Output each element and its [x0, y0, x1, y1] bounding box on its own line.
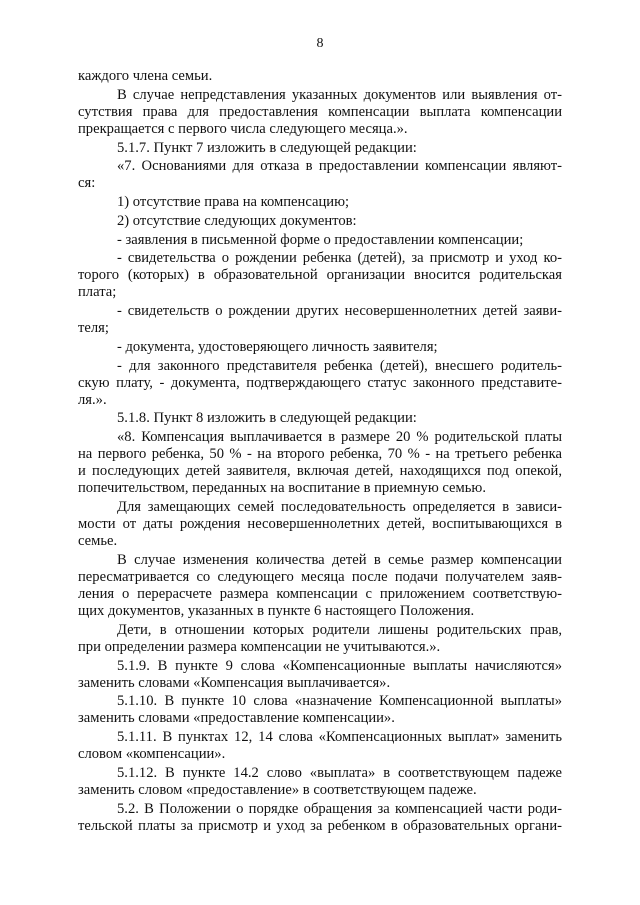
text-line: каждого члена семьи.: [78, 68, 213, 84]
text-line: плата;: [78, 284, 117, 301]
text-line: ля.».: [78, 391, 107, 408]
text-line: заменить словами «Компенсация выплачивается».: [78, 674, 391, 691]
text-line: скую плату, - документа, подтверждающего статус законного представите-: [78, 374, 562, 391]
text-line: Для замещающих семей последовательность определяется в зависи-: [117, 499, 562, 516]
text-line: - свидетельства о рождении ребенка (детей), за присмотр и уход ко-: [117, 250, 562, 267]
text-line: 5.1.9. В пункте 9 слова «Компенсационные выплаты начисляются»: [117, 657, 562, 674]
text-line: ся:: [78, 175, 96, 192]
text-line: 2) отсутствие следующих документов:: [117, 212, 357, 229]
text-line: «7. Основаниями для отказа в предоставлении компенсации являют-: [117, 158, 562, 175]
text-line: и последующих детей заявителя, включая детей, находящихся под опекой,: [78, 463, 562, 480]
text-line: 5.1.8. Пункт 8 изложить в следующей редакции:: [117, 410, 417, 427]
text-line: теля;: [78, 320, 109, 337]
text-line: заменить словом «предоставление» в соответствующем падеже.: [78, 781, 477, 798]
text-line: на первого ребенка, 50 % - на второго ребенка, 70 % - на третьего ребенка: [78, 446, 562, 463]
text-line: - заявления в письменной форме о предоставлении компенсации;: [117, 231, 524, 248]
text-line: попечительством, переданных на воспитание в приемную семью.: [78, 480, 486, 497]
text-line: - для законного представителя ребенка (детей), внесшего родитель-: [117, 357, 562, 374]
text-line: сутствия права для предоставления компенсации выплата компенсации: [78, 103, 562, 120]
text-line: - документа, удостоверяющего личность заявителя;: [117, 338, 438, 355]
text-line: 1) отсутствие права на компенсацию;: [117, 194, 350, 211]
text-line: заменить словами «предоставление компенсации».: [78, 710, 395, 727]
text-line: ления о перерасчете размера компенсации с приложением соответствую-: [78, 585, 562, 602]
text-line: Дети, в отношении которых родители лишены родительских прав,: [117, 621, 562, 638]
text-line: 5.1.10. В пункте 10 слова «назначение Компенсационной выплаты»: [117, 693, 562, 710]
text-line: семье.: [78, 533, 118, 550]
text-line: пересматривается со следующего месяца после подачи получателем заяв-: [78, 568, 562, 585]
text-line: тельской платы за присмотр и уход за ребенком в образовательных органи-: [78, 817, 562, 834]
text-line: прекращается с первого числа следующего месяца.».: [78, 120, 408, 137]
text-line: - свидетельств о рождении других несовершеннолетних детей заяви-: [117, 303, 562, 320]
text-line: торого (которых) в образовательной организации вносится родительская: [78, 267, 562, 284]
text-line: при определении размера компенсации не учитываются.».: [78, 638, 441, 655]
text-line: «8. Компенсация выплачивается в размере 20 % родительской платы: [117, 429, 562, 446]
text-line: щих документов, указанных в пункте 6 настоящего Положения.: [78, 603, 475, 620]
text-line: 5.1.12. В пункте 14.2 слово «выплата» в соответствующем падеже: [117, 764, 562, 781]
text-line: мости от даты рождения несовершеннолетних детей, воспитывающихся в: [78, 516, 562, 533]
document-body: [78, 68, 562, 835]
text-line: 5.2. В Положении о порядке обращения за компенсацией части роди-: [117, 800, 562, 817]
text-line: словом «компенсации».: [78, 746, 226, 763]
page-number: 8: [316, 36, 324, 51]
text-line: В случае непредставления указанных документов или выявления от-: [117, 86, 562, 103]
text-line: В случае изменения количества детей в семье размер компенсации: [117, 551, 562, 568]
text-line: 5.1.11. В пунктах 12, 14 слова «Компенсационных выплат» заменить: [117, 729, 562, 746]
text-line: 5.1.7. Пункт 7 изложить в следующей редакции:: [117, 139, 417, 156]
